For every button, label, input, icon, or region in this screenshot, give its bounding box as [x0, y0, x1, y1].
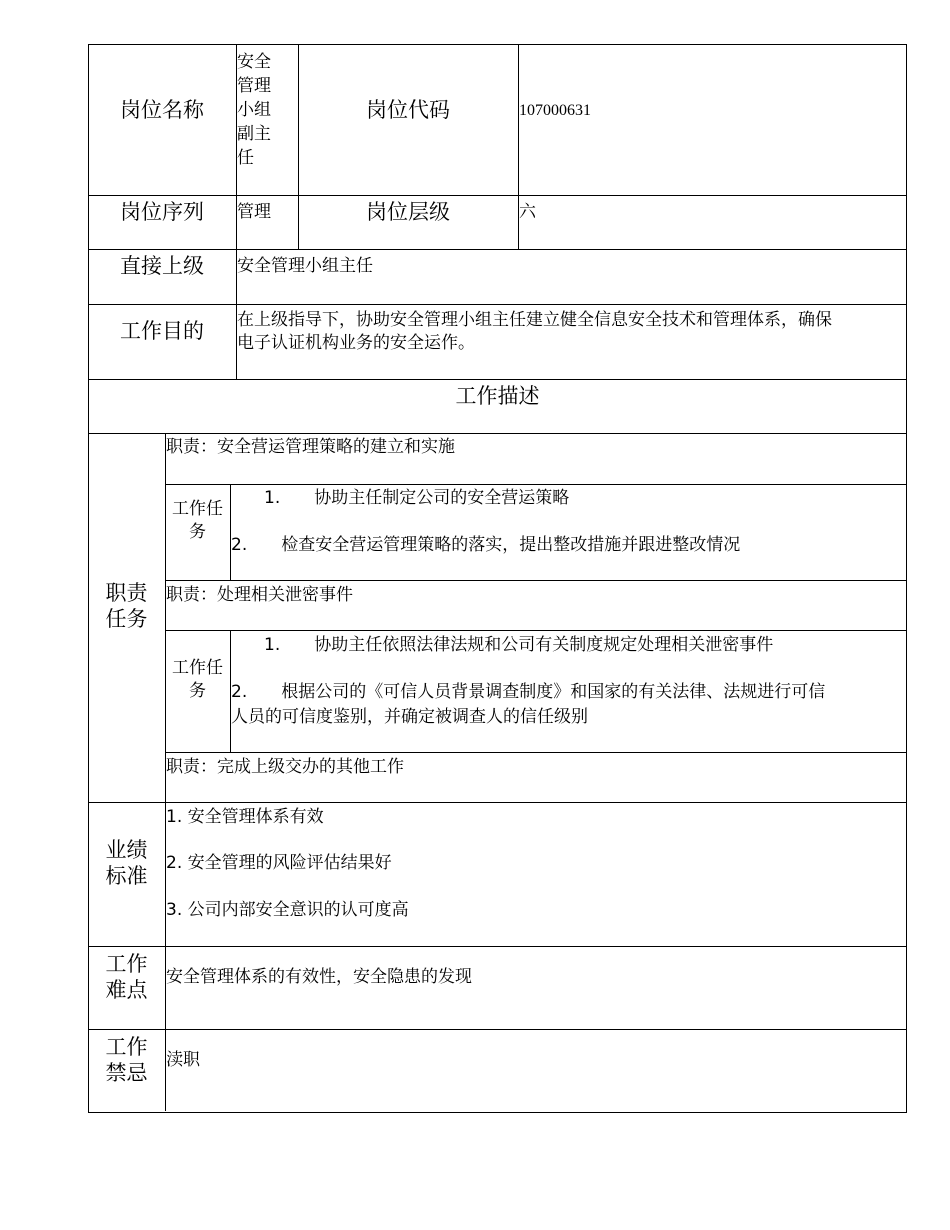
task-item: 1. 协助主任制定公司的安全营运策略 — [264, 488, 570, 508]
post-code-label: 岗位代码 — [366, 98, 450, 122]
row-divider — [165, 752, 907, 753]
row-divider — [88, 1029, 907, 1030]
post-name-label: 岗位名称 — [120, 98, 204, 122]
purpose-value: 在上级指导下，协助安全管理小组主任建立健全信息安全技术和管理体系，确保 电子认证机构业务的安全运作。 — [237, 310, 832, 353]
col-divider — [230, 484, 231, 580]
section-title: 工作描述 — [455, 384, 540, 408]
post-name-value: 安全 管理 小组 副主 任 — [237, 52, 271, 168]
row-divider — [165, 580, 907, 581]
task-item: 1. 协助主任依照法律法规和公司有关制度规定处理相关泄密事件 — [264, 635, 774, 655]
row-divider — [88, 379, 907, 380]
task-item: 人员的可信度鉴别，并确定被调查人的信任级别 — [231, 707, 588, 727]
difficulty-value: 安全管理体系的有效性，安全隐患的发现 — [166, 967, 472, 987]
taboo-label: 工作 禁忌 — [105, 1035, 148, 1085]
task-item: 2. 检查安全营运管理策略的落实，提出整改措施并跟进整改情况 — [231, 535, 741, 555]
row-divider — [165, 630, 907, 631]
sequence-label: 岗位序列 — [120, 200, 204, 224]
sequence-value: 管理 — [237, 202, 271, 222]
task-item: 2. 根据公司的《可信人员背景调查制度》和国家的有关法律、法规进行可信 — [231, 682, 826, 702]
task-label: 工作任 务 — [172, 658, 223, 701]
post-code-value: 107000631 — [519, 102, 591, 119]
row-divider — [165, 484, 907, 485]
superior-value: 安全管理小组主任 — [237, 256, 373, 276]
performance-item: 2. 安全管理的风险评估结果好 — [166, 853, 392, 873]
row-divider — [88, 249, 907, 250]
row-divider — [88, 946, 907, 947]
performance-item: 3. 公司内部安全意识的认可度高 — [166, 900, 409, 920]
row-divider — [88, 304, 907, 305]
superior-label: 直接上级 — [120, 254, 204, 278]
purpose-label: 工作目的 — [120, 319, 204, 343]
row-divider — [88, 433, 907, 434]
duty-title: 职责：安全营运管理策略的建立和实施 — [166, 437, 455, 457]
task-label: 工作任 务 — [172, 499, 223, 542]
duty-title: 职责：完成上级交办的其他工作 — [166, 757, 404, 777]
level-label: 岗位层级 — [366, 200, 450, 224]
difficulty-label: 工作 难点 — [105, 952, 148, 1002]
taboo-value: 渎职 — [166, 1050, 200, 1070]
row-divider — [88, 802, 907, 803]
duty-title: 职责：处理相关泄密事件 — [166, 585, 353, 605]
row-divider — [88, 195, 907, 196]
performance-label: 业绩 标准 — [105, 838, 148, 888]
level-value: 六 — [519, 202, 536, 222]
performance-item: 1. 安全管理体系有效 — [166, 807, 324, 827]
duties-label: 职责 任务 — [105, 581, 148, 631]
